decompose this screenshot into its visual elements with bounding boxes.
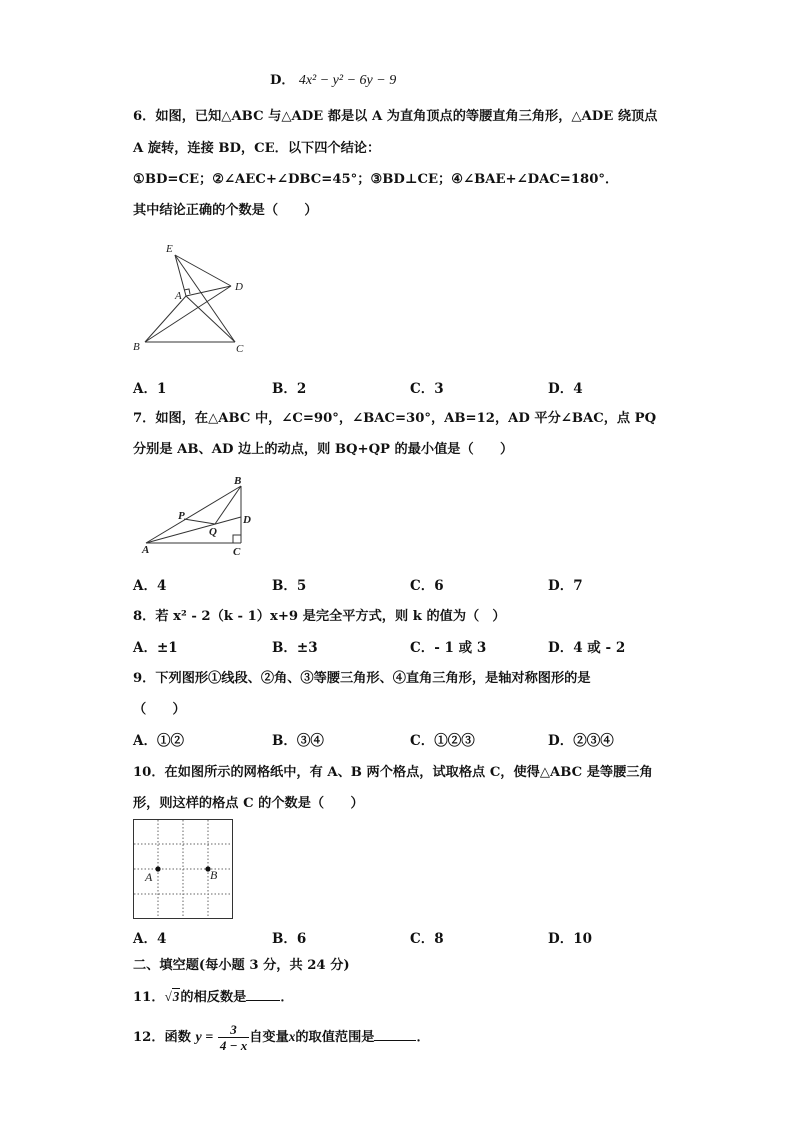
q9-stem-line1: 9．下列图形①线段、②角、③等腰三角形、④直角三角形，是轴对称图形的是 (133, 671, 591, 686)
q10-grid-figure (133, 819, 235, 921)
q9-option-d-label: D． (548, 733, 574, 749)
q10-option-b-text: 6 (296, 931, 307, 947)
q10-option-a-label: A． (133, 931, 157, 947)
q10-option-a (133, 930, 166, 948)
q6-label-C: C (236, 343, 244, 355)
q7-label-D: D (243, 514, 251, 526)
q9-stem-line2: （ ） (133, 702, 186, 717)
q6-seg-ED (175, 255, 231, 286)
q6-option-c-label: C． (410, 381, 435, 397)
q9-option-b-label: B． (272, 733, 297, 749)
q7-label-B: B (234, 475, 242, 487)
q10-label-A: A (145, 870, 153, 884)
q12-text-after2: 的取值范围是 (295, 1030, 375, 1045)
q10-option-c (410, 930, 444, 948)
q11-end: ． (280, 990, 294, 1005)
q7-option-b (272, 577, 306, 595)
q6-option-a-text: 1 (156, 381, 167, 397)
q7-option-c (410, 577, 444, 595)
q7-option-d (548, 577, 583, 595)
q6-option-a (133, 380, 166, 398)
q10-label-B: B (210, 868, 218, 882)
q6-label-B: B (133, 341, 140, 353)
q11-line (133, 988, 294, 1007)
q8-option-a-label: A． (133, 640, 157, 656)
q11-number: 11． (133, 990, 165, 1005)
q10-option-c-label: C． (410, 931, 435, 947)
q6-stem-line1: 6．如图，已知△ABC 与△ADE 都是以 A 为直角顶点的等腰直角三角形，△ADE 绕顶点 (133, 109, 658, 124)
q6-label-D: D (235, 281, 243, 293)
q10-option-a-text: 4 (156, 931, 167, 947)
q6-option-a-label: A． (133, 381, 157, 397)
q6-option-d-text: 4 (573, 381, 583, 397)
q6-option-d (548, 380, 583, 398)
q9-option-a (133, 732, 184, 750)
q11-text: 的相反数是 (180, 990, 247, 1005)
q9-option-b-text: ③④ (296, 733, 324, 749)
q12-fraction (218, 1022, 249, 1053)
q8-option-b-label: B． (272, 640, 297, 656)
q6-seg-AC (186, 296, 235, 342)
q7-seg-AB (146, 486, 241, 543)
q7-stem-line2: 分别是 AB、AD 边上的动点，则 BQ+QP 的最小值是（ ） (133, 442, 514, 457)
q10-option-d-label: D． (548, 931, 574, 947)
q6-option-b-label: B． (272, 381, 297, 397)
q5-option-d-expr: 4x² − y² − 6y − 9 (298, 73, 397, 88)
q9-option-c (410, 732, 475, 750)
q7-option-d-label: D． (548, 578, 574, 594)
q12-numerator: 3 (218, 1022, 249, 1038)
q7-option-a-label: A． (133, 578, 157, 594)
q7-label-Q: Q (209, 526, 217, 538)
q6-option-b (272, 380, 306, 398)
q6-seg-BD (145, 286, 231, 342)
q8-option-d-text: 4 或 - 2 (573, 640, 626, 656)
q10-option-d (548, 930, 592, 948)
q6-label-A: A (175, 290, 182, 302)
q7-figure (138, 472, 268, 562)
q12-var: x (288, 1029, 296, 1044)
q11-sqrt: √3 (164, 989, 180, 1004)
q5-option-d (270, 72, 396, 90)
q7-label-P: P (178, 510, 185, 522)
q7-option-c-text: 6 (434, 578, 444, 594)
q6-option-c-text: 3 (434, 381, 444, 397)
q6-stem-line2: A 旋转，连接 BD，CE．以下四个结论： (133, 141, 381, 156)
q9-option-a-label: A． (133, 733, 157, 749)
section2-heading: 二、填空题(每小题 3 分，共 24 分) (133, 958, 350, 973)
q9-option-b (272, 732, 324, 750)
q7-option-c-label: C． (410, 578, 435, 594)
q8-option-c-label: C． (410, 640, 435, 656)
q11-answer-blank[interactable] (246, 988, 280, 1001)
q6-option-b-text: 2 (296, 381, 307, 397)
q12-text-after: 自变量 (249, 1030, 289, 1045)
q8-stem: 8．若 x² - 2（k - 1）x+9 是完全平方式，则 k 的值为（ ） (133, 609, 506, 624)
q12-line (133, 1020, 430, 1055)
q10-option-b-label: B． (272, 931, 297, 947)
q8-option-d-label: D． (548, 640, 574, 656)
q10-option-b (272, 930, 306, 948)
q6-label-E: E (166, 243, 173, 255)
q9-option-a-text: ①② (156, 733, 184, 749)
q7-option-b-label: B． (272, 578, 297, 594)
q7-option-b-text: 5 (296, 578, 307, 594)
q7-seg-PQ (184, 519, 215, 524)
q8-option-a (133, 639, 178, 657)
q12-end: ． (416, 1030, 430, 1045)
q7-option-a (133, 577, 166, 595)
q12-denominator: 4 − x (219, 1038, 248, 1053)
q6-seg-AD (186, 286, 231, 296)
q7-option-a-text: 4 (156, 578, 167, 594)
q6-option-d-label: D． (548, 381, 574, 397)
q7-label-A: A (142, 544, 150, 556)
q6-figure (128, 240, 258, 360)
q8-option-b-text: ±3 (296, 640, 318, 656)
q6-option-c (410, 380, 444, 398)
q10-stem-line1: 10．在如图所示的网格纸中，有 A、B 两个格点，试取格点 C，使得△ABC 是等腰三角 (133, 765, 653, 780)
q6-stem-line3: ①BD=CE；②∠AEC+∠DBC=45°；③BD⊥CE；④∠BAE+∠DAC=180°． (133, 172, 619, 187)
q12-lhs: y = (195, 1030, 214, 1045)
q11-radicand: 3 (172, 989, 180, 1004)
q5-option-d-label: D． (270, 73, 295, 88)
q9-option-c-label: C． (410, 733, 435, 749)
q9-option-d (548, 732, 614, 750)
q12-answer-blank[interactable] (374, 1028, 416, 1041)
q7-label-C: C (233, 546, 241, 558)
q10-point-A (155, 866, 160, 871)
q8-option-d (548, 639, 625, 657)
q9-option-d-text: ②③④ (573, 733, 614, 749)
q10-option-d-text: 10 (573, 931, 593, 947)
q8-option-a-text: ±1 (156, 640, 178, 656)
q8-option-c (410, 639, 486, 657)
q10-stem-line2: 形，则这样的格点 C 的个数是（ ） (133, 796, 364, 811)
q7-right-angle-mark (233, 535, 241, 543)
q7-stem-line1: 7．如图，在△ABC 中，∠C=90°，∠BAC=30°，AB=12，AD 平分∠BAC，点 PQ (133, 411, 657, 426)
q7-option-d-text: 7 (573, 578, 583, 594)
q8-option-c-text: - 1 或 3 (434, 640, 487, 656)
q6-stem-line4: 其中结论正确的个数是（ ） (133, 203, 318, 218)
q10-option-c-text: 8 (434, 931, 444, 947)
q9-option-c-text: ①②③ (434, 733, 475, 749)
q12-number: 12．函数 (133, 1030, 191, 1045)
q8-option-b (272, 639, 318, 657)
